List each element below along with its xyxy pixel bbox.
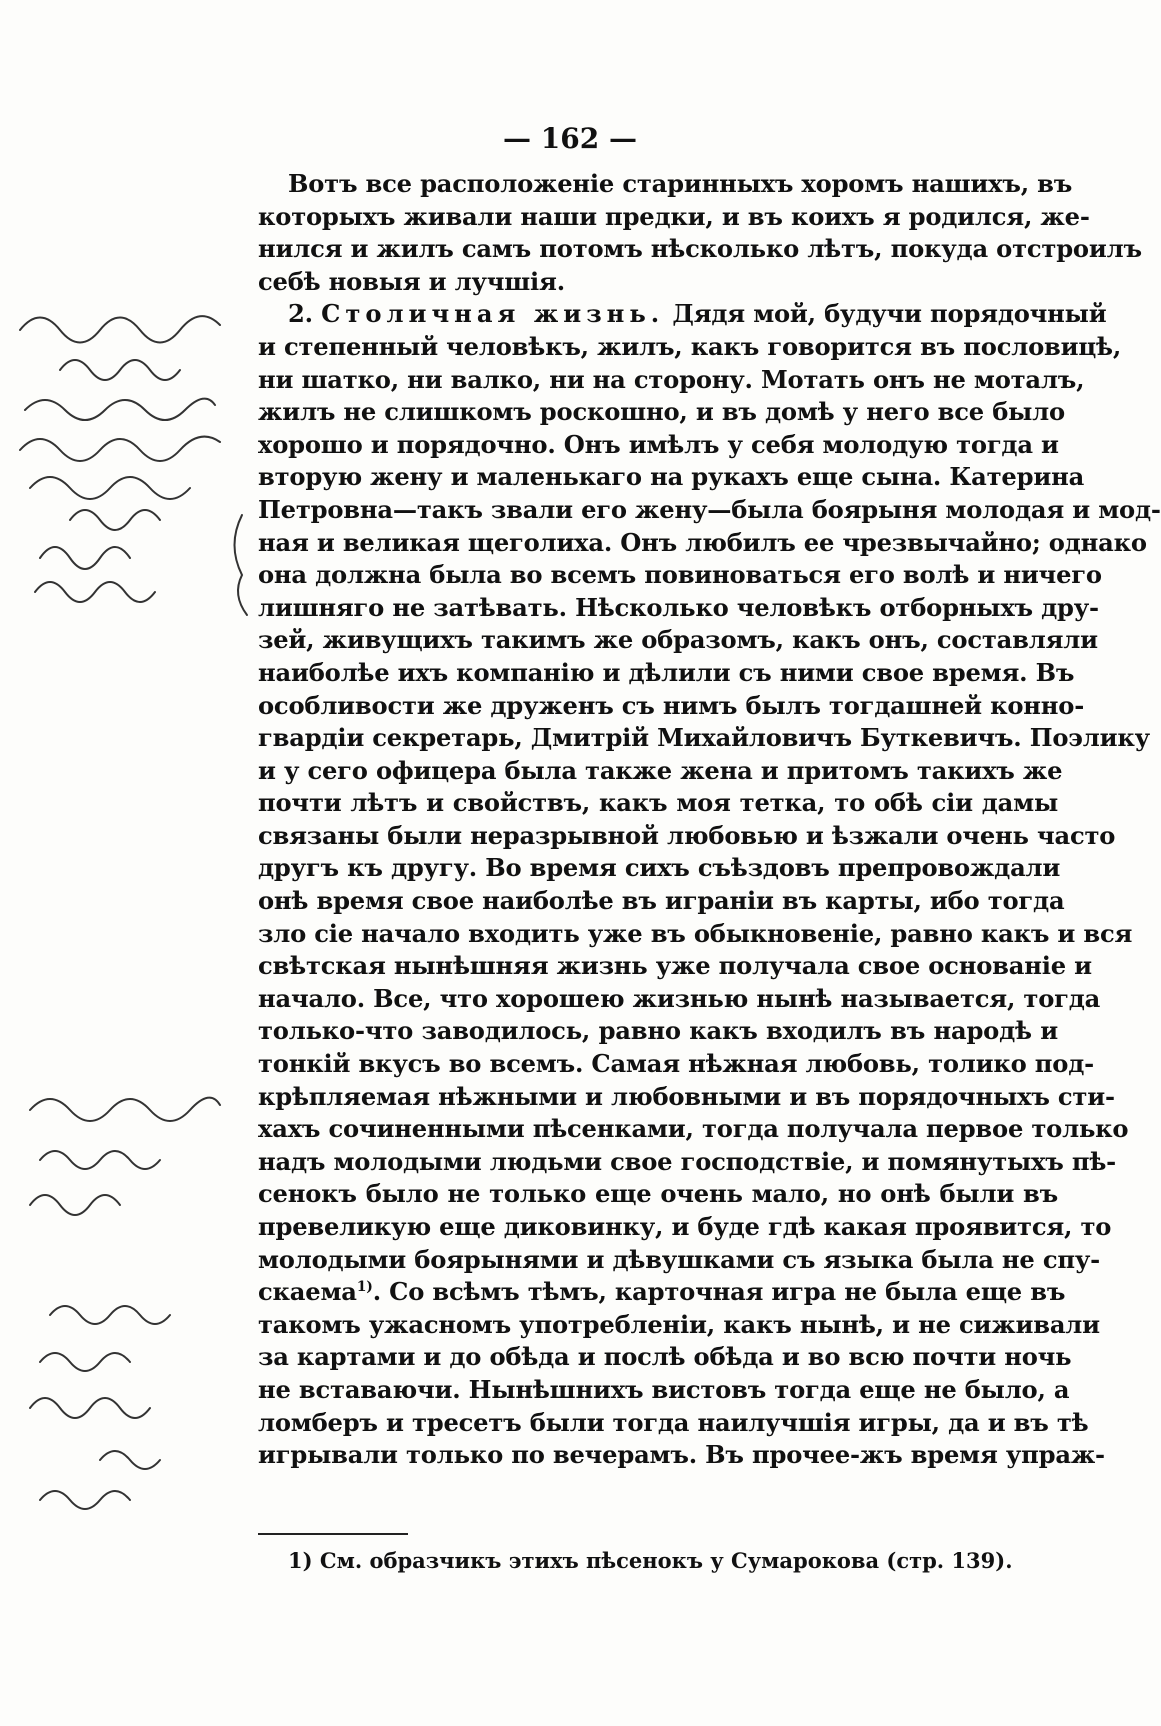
text-line: ная и великая щеголиха. Онъ любилъ ее чрезвычайно; однако [258,527,1147,557]
text-line: почти лѣтъ и свойствъ, какъ моя тетка, то обѣ сіи дамы [258,788,1058,818]
text-line: лишняго не затѣвать. Нѣсколько человѣкъ отборныхъ дру- [258,592,1099,622]
text-line: гвардіи секретарь, Дмитрій Михайловичъ Буткевичъ. Поэлику [258,723,1150,753]
text-line: хахъ сочиненными пѣсенками, тогда получала первое только [258,1114,1129,1144]
handwriting-scribbles [10,300,260,1500]
text-line: ломберъ и тресетъ были тогда наилучшія игры, да и въ тѣ [258,1407,1089,1437]
text-line: зей, живущихъ такимъ же образомъ, какъ онъ, составляли [258,625,1098,655]
text-line: только-что заводилось, равно какъ входилъ въ народѣ и [258,1016,1058,1046]
text-line: себѣ новыя и лучшія. [258,266,565,296]
main-text [258,168,1161,1472]
footnote [288,1548,1013,1573]
text-line: надъ молодыми людьми свое господствіе, и помянутыхъ пѣ- [258,1146,1117,1176]
text-line: за картами и до обѣда и послѣ обѣда и во всю почти ночь [258,1342,1072,1372]
text-line: крѣпляемая нѣжными и любовными и въ порядочныхъ сти- [258,1081,1115,1111]
text-line: другъ къ другу. Во время сихъ съѣздовъ препровождали [258,853,1061,883]
text-line: не вставаючи. Нынѣшнихъ вистовъ тогда еще не было, а [258,1374,1070,1404]
text-line: зло сіе начало входить уже въ обыкновеніе, равно какъ и вся [258,918,1133,948]
section-title: Столичная жизнь. [321,299,665,329]
text-line: сенокъ было не только еще очень мало, но онѣ были въ [258,1179,1058,1209]
text-line: она должна была во всемъ повиноваться его волѣ и ничего [258,560,1102,590]
text-line: жилъ не слишкомъ роскошно, и въ домѣ у него все было [258,397,1065,427]
footnote-divider [258,1533,408,1535]
footnote-marker: 1) [288,1548,313,1573]
text-line: особливости же друженъ съ нимъ былъ тогдашней конно- [258,690,1085,720]
text-line: Петровна—такъ звали его жену—была боярыня молодая и мод- [258,494,1161,524]
text-line: игрывали только по вечерамъ. Въ прочее-жъ время упраж- [258,1440,1105,1470]
text-line: и у сего офицера была также жена и притомъ такихъ же [258,755,1063,785]
section-heading-line [258,298,1107,331]
footnote-text: См. образчикъ этихъ пѣсенокъ у Сумарокова (стр. 139). [319,1548,1013,1573]
footnote-ref: 1) [356,1279,373,1296]
text-line: которыхъ живали наши предки, и въ коихъ я родился, же- [258,201,1090,231]
text-line: молодыми боярынями и дѣвушками съ языка была не спу- [258,1244,1100,1274]
text-line: наиболѣе ихъ компанію и дѣлили съ ними свое время. Въ [258,657,1075,687]
section-number: 2. [288,299,313,329]
page-number: — 162 — [503,122,637,155]
text-line: ни шатко, ни валко, ни на сторону. Мотать онъ не моталъ, [258,364,1085,394]
text-line: начало. Все, что хорошею жизнью нынѣ называется, тогда [258,983,1101,1013]
text-line-with-footnote [258,1276,1066,1309]
text-line: свѣтская нынѣшняя жизнь уже получала свое основаніе и [258,951,1092,981]
text-line: вторую жену и маленькаго на рукахъ еще сына. Катерина [258,462,1085,492]
handwritten-margin-notes [10,300,250,1500]
text-fragment: скаема [258,1277,357,1307]
text-fragment: . Со всѣмъ тѣмъ, карточная игра не была еще въ [372,1277,1066,1307]
text-line: такомъ ужасномъ употребленіи, какъ нынѣ, и не сиживали [258,1309,1100,1339]
text-line: хорошо и порядочно. Онъ имѣлъ у себя молодую тогда и [258,429,1059,459]
text-line: и степенный человѣкъ, жилъ, какъ говорится въ пословицѣ, [258,331,1122,361]
text-line: нился и жилъ самъ потомъ нѣсколько лѣтъ, покуда отстроилъ [258,234,1142,264]
section-rest: Дядя мой, будучи порядочный [672,299,1107,329]
text-line: Вотъ все расположеніе старинныхъ хоромъ нашихъ, въ [288,169,1073,198]
text-line: превеликую еще диковинку, и буде гдѣ какая проявится, то [258,1212,1112,1241]
text-line: онѣ время свое наиболѣе въ играніи въ карты, ибо тогда [258,886,1065,916]
text-line: тонкій вкусъ во всемъ. Самая нѣжная любовь, толико под- [258,1049,1094,1079]
text-line: связаны были неразрывной любовью и ѣзжали очень часто [258,820,1116,850]
